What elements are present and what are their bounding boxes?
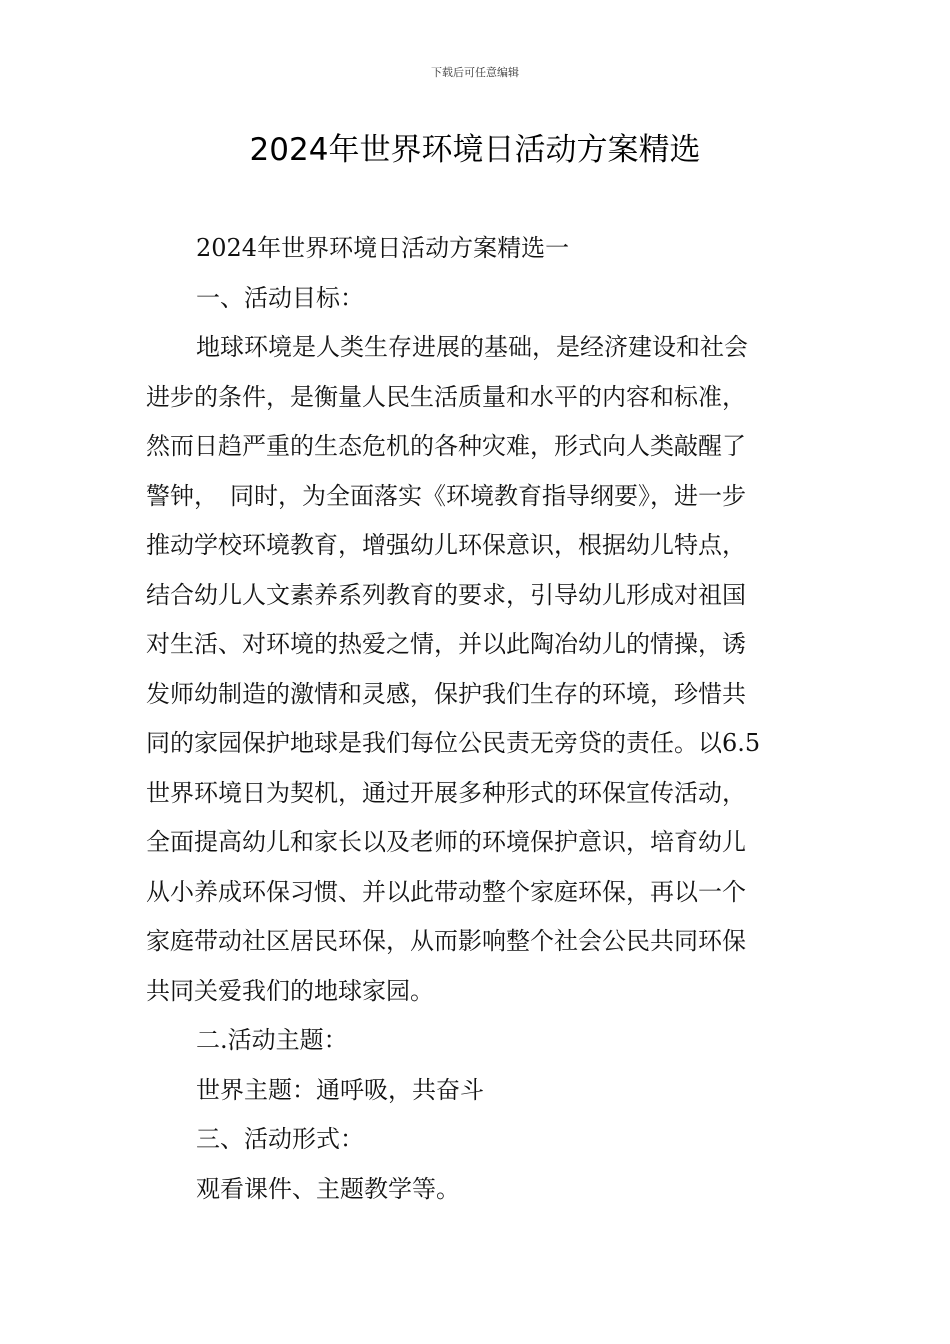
section-subtitle: 2024年世界环境日活动方案精选一 xyxy=(196,234,570,262)
paragraph-line: 全面提高幼儿和家长以及老师的环境保护意识，培育幼儿 xyxy=(146,828,746,856)
paragraph-line: 推动学校环境教育，增强幼儿环保意识，根据幼儿特点， xyxy=(146,531,746,559)
document-title: 2024年世界环境日活动方案精选 xyxy=(249,132,701,168)
paragraph-line: 从小养成环保习惯、并以此带动整个家庭环保，再以一个 xyxy=(146,877,746,906)
section-2-heading: 二.活动主题： xyxy=(196,1026,348,1054)
paragraph-line: 进步的条件，是衡量人民生活质量和水平的内容和标准， xyxy=(146,382,746,411)
paragraph-line: 地球环境是人类生存进展的基础，是经济建设和社会 xyxy=(196,333,748,361)
section-3-heading: 三、活动形式： xyxy=(196,1125,364,1153)
paragraph-line: 家庭带动社区居民环保，从而影响整个社会公民共同环保 xyxy=(146,927,746,955)
paragraph-line: 世界环境日为契机，通过开展多种形式的环保宣传活动， xyxy=(146,778,746,807)
paragraph-line: 然而日趋严重的生态危机的各种灾难，形式向人类敲醒了 xyxy=(146,432,746,460)
paragraph-line: 共同关爱我们的地球家园。 xyxy=(146,976,434,1005)
section-3-text: 观看课件、主题教学等。 xyxy=(196,1174,460,1203)
paragraph-line: 同的家园保护地球是我们每位公民责无旁贷的责任。以6.5 xyxy=(146,729,761,757)
document-body xyxy=(146,224,806,1214)
section-2-text: 世界主题：通呼吸，共奋斗 xyxy=(196,1075,484,1104)
section-1-heading: 一、活动目标： xyxy=(196,283,364,312)
paragraph-line: 对生活、对环境的热爱之情，并以此陶冶幼儿的情操，诱 xyxy=(146,630,746,658)
paragraph-line: 警钟， 同时，为全面落实《环境教育指导纲要》，进一步 xyxy=(146,481,746,510)
paragraph-line: 发师幼制造的激情和灵感，保护我们生存的环境，珍惜共 xyxy=(146,679,746,708)
header-note: 下载后可任意编辑 xyxy=(431,66,519,79)
paragraph-line: 结合幼儿人文素养系列教育的要求，引导幼儿形成对祖国 xyxy=(146,580,746,609)
